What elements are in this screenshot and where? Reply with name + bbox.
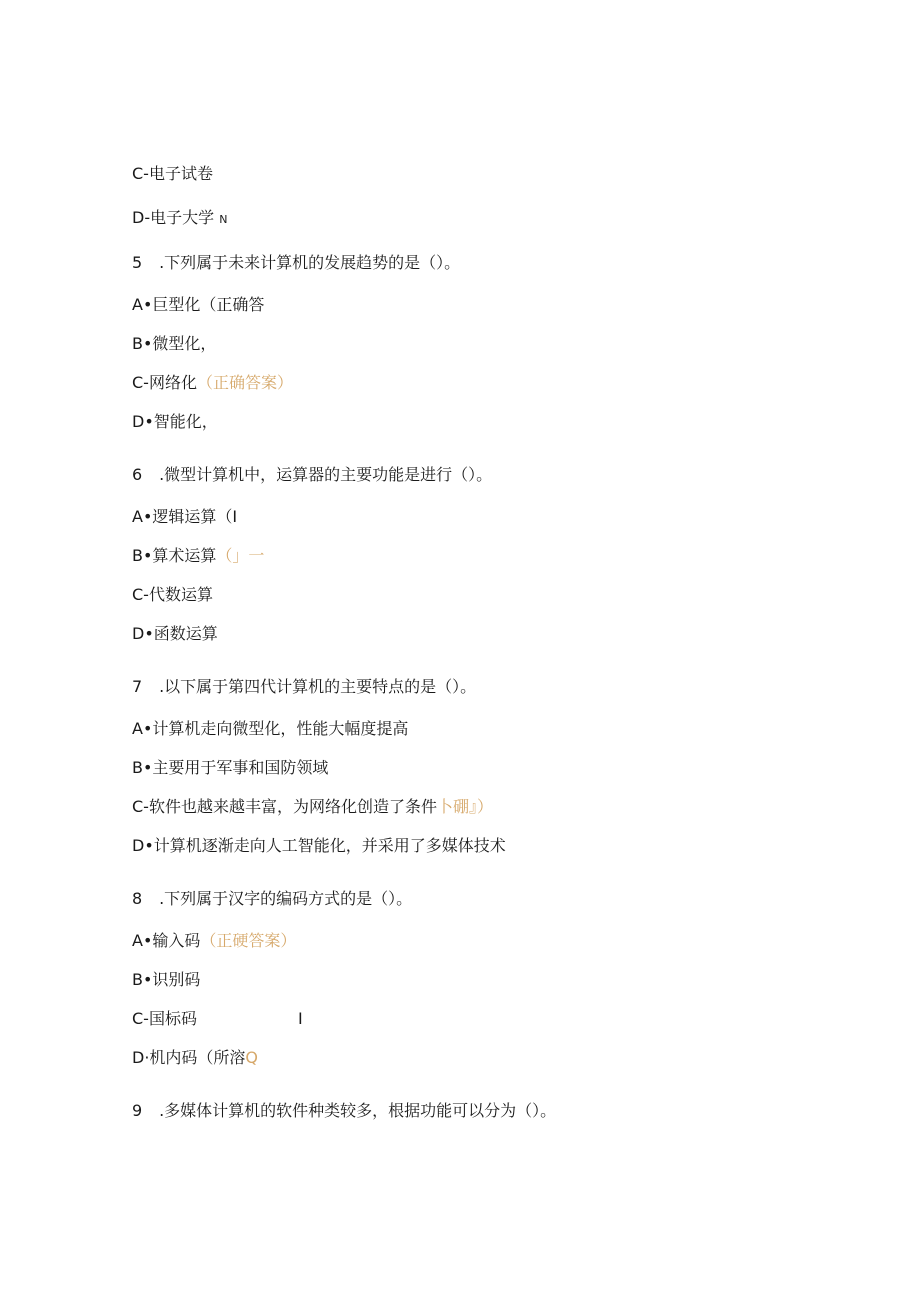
- q6-option-a: [132, 507, 237, 527]
- q8-d-annotation: Q: [245, 1048, 259, 1067]
- q8-option-d: [132, 1048, 258, 1068]
- q5-number: 5: [132, 253, 143, 272]
- q8-option-c-text: C-国标码: [132, 1009, 197, 1028]
- q6-number: 6: [132, 465, 143, 484]
- q5-stem: [132, 253, 460, 273]
- q7-option-c: [132, 797, 493, 817]
- q7-option-d-text: D•计算机逐渐走向人工智能化，并采用了多媒体技术: [132, 836, 506, 855]
- q6-option-b-text: B•算术运算: [132, 546, 217, 565]
- q6-option-a-text: A•逻辑运算（I: [132, 507, 238, 526]
- q6-stem: [132, 465, 492, 485]
- q8-option-b: [132, 970, 200, 990]
- q8-number: 8: [132, 889, 143, 908]
- q4-option-d-text: D-电子大学: [132, 208, 215, 227]
- q7-option-b: [132, 758, 328, 778]
- q4-option-d: [132, 208, 227, 230]
- q5-option-b-text: B•微型化，: [132, 334, 217, 353]
- q8-stem: [132, 889, 412, 909]
- q9-stem: [132, 1101, 556, 1121]
- q8-option-b-text: B•识别码: [132, 970, 201, 989]
- q4-option-d-mark: N: [219, 213, 228, 226]
- q5-correct-annotation: （正确答案）: [196, 373, 293, 392]
- q6-option-b: [132, 546, 264, 566]
- q7-correct-annotation: 卜硼』）: [436, 797, 493, 816]
- q7-number: 7: [132, 677, 143, 696]
- q8-option-c: [132, 1009, 197, 1029]
- q6-option-c-text: C-代数运算: [132, 585, 213, 604]
- q8-option-d-text: D·机内码（所溶: [132, 1048, 246, 1067]
- q6-option-d: [132, 624, 218, 644]
- q8-option-a: [132, 931, 296, 951]
- q5-option-d-text: D•智能化，: [132, 412, 218, 431]
- q8-option-a-text: A•输入码: [132, 931, 201, 950]
- q5-stem-text: .下列属于未来计算机的发展趋势的是（）。: [159, 253, 461, 272]
- q8-correct-annotation: （正硬答案）: [200, 931, 297, 950]
- q7-option-d: [132, 836, 506, 856]
- q7-option-b-text: B•主要用于军事和国防领域: [132, 758, 329, 777]
- q4-option-c: [132, 164, 213, 184]
- q5-option-d: [132, 412, 218, 432]
- q8-stray-mark: I: [298, 1009, 303, 1028]
- q7-option-a: [132, 719, 408, 739]
- q6-correct-annotation: （」一: [216, 546, 265, 565]
- q7-stem-text: .以下属于第四代计算机的主要特点的是（）。: [159, 677, 477, 696]
- q5-option-c-text: C-网络化: [132, 373, 197, 392]
- q7-option-c-text: C-软件也越来越丰富，为网络化创造了条件: [132, 797, 437, 816]
- q6-option-d-text: D•函数运算: [132, 624, 218, 643]
- q6-stem-text: .微型计算机中，运算器的主要功能是进行（）。: [159, 465, 493, 484]
- q9-stem-text: .多媒体计算机的软件种类较多，根据功能可以分为（）。: [159, 1101, 557, 1120]
- q4-option-c-text: C-电子试卷: [132, 164, 213, 183]
- q5-option-a-text: A•巨型化（正确答: [132, 295, 265, 314]
- q5-option-a: [132, 295, 264, 315]
- q5-option-c: [132, 373, 293, 393]
- q8-stem-text: .下列属于汉字的编码方式的是（）。: [159, 889, 413, 908]
- q5-option-b: [132, 334, 216, 354]
- q9-number: 9: [132, 1101, 143, 1120]
- q7-option-a-text: A•计算机走向微型化，性能大幅度提高: [132, 719, 409, 738]
- q7-stem: [132, 677, 476, 697]
- q6-option-c: [132, 585, 213, 605]
